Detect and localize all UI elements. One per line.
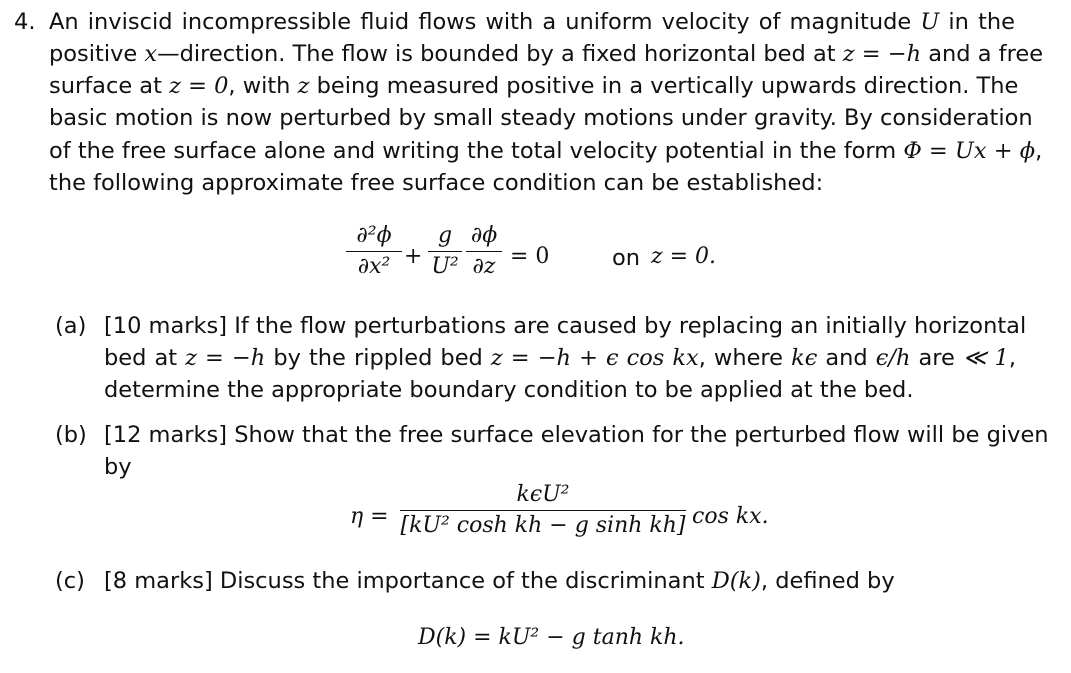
eta-lhs: η =: [350, 504, 389, 529]
fraction-denominator: ∂x²: [357, 254, 391, 279]
text-segment: , defined by: [760, 568, 895, 594]
text-segment: —direction. The flow is bounded by a fixed horizontal bed at: [157, 41, 843, 67]
text-segment: ,: [1008, 345, 1017, 371]
part-b-label: (b): [55, 422, 87, 448]
part-a-line-2: [104, 342, 1016, 375]
inline-math: Φ = Ux + ϕ: [903, 138, 1036, 164]
text-segment: by: [104, 454, 132, 480]
text-segment: [8 marks] Discuss the importance of the discriminant: [104, 568, 712, 594]
fraction-numerator: g: [437, 223, 453, 248]
inline-math: U: [920, 9, 940, 35]
part-a-label: (a): [55, 313, 87, 339]
text-segment: An inviscid incompressible fluid flows with a uniform velocity of magnitude: [49, 9, 921, 35]
inline-math: x: [144, 41, 158, 67]
text-segment: and: [817, 345, 876, 371]
inline-math: D(k): [711, 568, 761, 594]
inline-math: z = −h + ϵ cos kx: [490, 345, 699, 371]
inline-math: ϵ/h: [875, 345, 911, 371]
problem-line-4: [49, 102, 1033, 135]
eta-tail: cos kx.: [692, 504, 769, 529]
text-segment: being measured positive in a vertically upwards direction. The: [309, 73, 1019, 99]
part-a-line-1: [104, 310, 1027, 343]
text-segment: [12 marks] Show that the free surface elevation for the perturbed flow will be given: [104, 422, 1049, 448]
condition-expression: z = 0.: [651, 244, 717, 269]
inline-math: z = 0: [169, 73, 229, 99]
discriminant-equation: D(k) = kU² − g tanh kh.: [418, 625, 685, 650]
part-b-line-1: [104, 419, 1049, 452]
part-b-line-2: [104, 451, 132, 484]
equals-zero: = 0: [510, 244, 550, 269]
inline-math: z = −h: [185, 345, 266, 371]
fraction-numerator: ∂²ϕ: [356, 223, 392, 248]
text-segment: ,: [1035, 138, 1043, 164]
inline-math: z: [297, 73, 310, 99]
part-c-line-1: [104, 565, 895, 598]
condition-prefix: on: [612, 245, 641, 271]
part-a-line-3: [104, 374, 914, 407]
fraction-denominator: [kU² cosh kh − g sinh kh]: [400, 513, 686, 538]
text-segment: , with: [228, 73, 298, 99]
part-c-label: (c): [55, 568, 85, 594]
problem-line-6: [49, 167, 823, 200]
text-segment: and a free: [921, 41, 1044, 67]
text-segment: by the rippled bed: [265, 345, 491, 371]
fraction-numerator: ∂ϕ: [470, 223, 498, 248]
fraction-dphi-dz: [466, 222, 502, 281]
text-segment: of the free surface alone and writing the total velocity potential in the form: [49, 138, 904, 164]
text-segment: basic motion is now perturbed by small steady motions under gravity. By consideration: [49, 105, 1033, 131]
fraction-denominator: U²: [431, 254, 459, 279]
text-segment: are: [910, 345, 963, 371]
inline-math: z = −h: [842, 41, 922, 67]
problem-line-2: [49, 38, 1044, 71]
text-segment: in the: [939, 9, 1015, 35]
fraction-numerator: kϵU²: [516, 482, 570, 507]
fraction-denominator: ∂z: [472, 254, 496, 279]
text-segment: , where: [698, 345, 792, 371]
eta-fraction: [400, 481, 686, 540]
text-segment: determine the appropriate boundary condition to be applied at the bed.: [104, 377, 914, 403]
problem-line-5: [49, 135, 1043, 168]
text-segment: the following approximate free surface condition can be established:: [49, 170, 824, 196]
inline-math: kϵ: [791, 345, 818, 371]
inline-math: ≪ 1: [962, 345, 1009, 371]
plus-sign: +: [404, 244, 423, 269]
text-segment: bed at: [104, 345, 186, 371]
text-segment: surface at: [49, 73, 170, 99]
problem-line-3: [49, 70, 1019, 103]
fraction-g-over-u2: [428, 222, 462, 281]
text-segment: [10 marks] If the flow perturbations are caused by replacing an initially horizontal: [104, 313, 1027, 339]
problem-line-1: [49, 6, 1015, 39]
text-segment: positive: [49, 41, 145, 67]
fraction-d2phi-dx2: [346, 222, 402, 281]
problem-number: 4.: [14, 9, 36, 35]
